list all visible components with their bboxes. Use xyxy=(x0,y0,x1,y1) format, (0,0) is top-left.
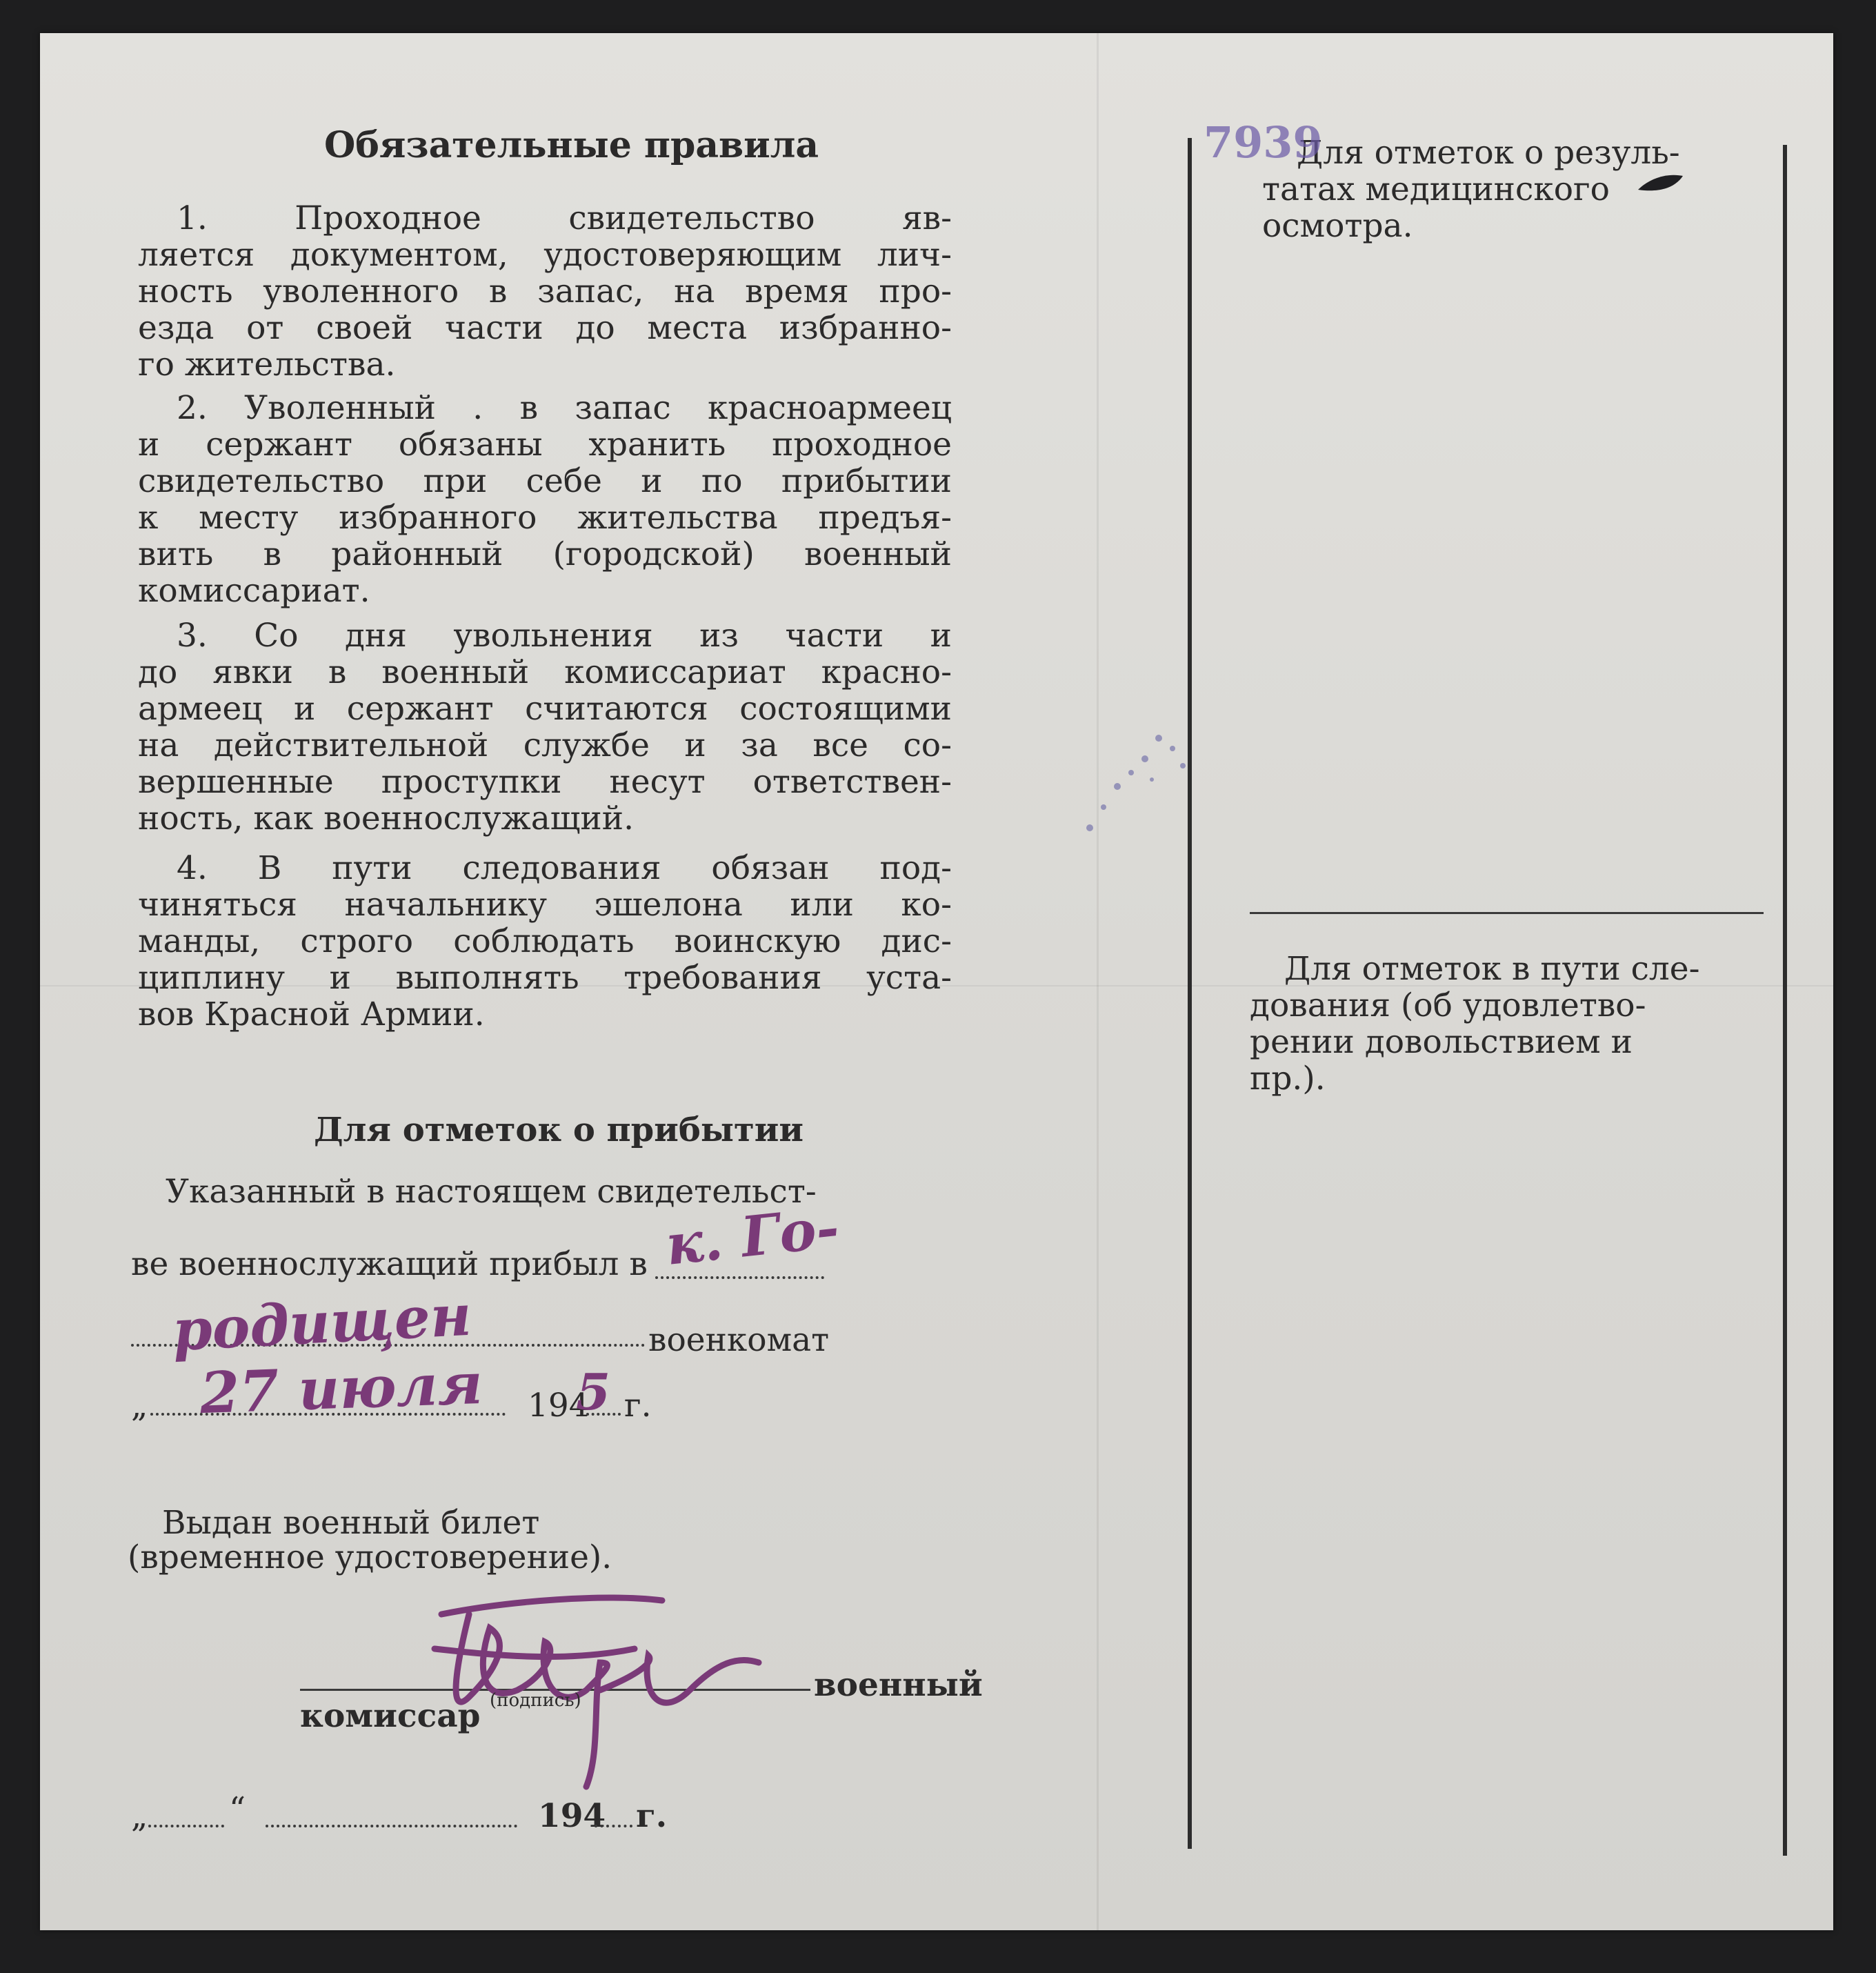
rule-4 xyxy=(138,850,952,1033)
bottom-date-quote: “ xyxy=(229,1790,246,1828)
ink-blot xyxy=(1635,166,1690,200)
rule-3-line: вершенные проступки несут ответствен- xyxy=(138,763,952,801)
rule-4-line: 4. В пути следования обязан под- xyxy=(177,849,952,887)
rule-1-line: езда от своей части до места избранно- xyxy=(138,309,952,347)
rule-3-line: на действительной службе и за все со- xyxy=(138,726,952,764)
medical-separator xyxy=(1250,912,1764,914)
rule-1-line: 1. Проходное свидетельство яв- xyxy=(177,199,952,237)
travel-note xyxy=(1250,951,1699,1097)
bottom-date-prefix: „ xyxy=(131,1797,148,1835)
issued-line-1: Выдан военный билет xyxy=(162,1504,540,1542)
rule-2-line: и сержант обязаны хранить проходное xyxy=(138,426,952,464)
year-prefix: 194 xyxy=(528,1387,590,1425)
fold-crease-vertical xyxy=(1097,33,1099,1930)
faded-stamp-number: 7939 xyxy=(1204,117,1323,168)
rule-3-line: до явки в военный комиссариат красно- xyxy=(138,653,952,691)
rule-4-line: манды, строго соблюдать воинскую дис- xyxy=(138,922,952,960)
handwritten-place-part-1: к. Го- xyxy=(662,1195,842,1278)
bottom-year-digit-field xyxy=(595,1825,632,1827)
year-suffix: г. xyxy=(624,1387,652,1425)
arrival-title: Для отметок о прибытии xyxy=(314,1111,804,1149)
rule-2-line: вить в районный (городской) военный xyxy=(138,535,952,573)
rules-title: Обязательные правила xyxy=(324,124,819,166)
commissariat-label: военкомат xyxy=(648,1321,830,1359)
bottom-month-field xyxy=(266,1825,517,1827)
rule-2-line: к месту избранного жительства предъя- xyxy=(138,499,952,537)
rule-4-line: циплину и выполнять требования уста- xyxy=(138,959,952,997)
signature-title-right: военный xyxy=(814,1666,983,1704)
rule-2 xyxy=(138,390,952,609)
signature-caption: (подпись) xyxy=(490,1690,581,1711)
handwritten-place-part-2: родищен xyxy=(170,1282,473,1365)
bottom-year-suffix: г. xyxy=(636,1797,668,1835)
handwritten-year-digit: 5 xyxy=(576,1362,611,1421)
medical-note-line: татах медицинского xyxy=(1262,170,1610,208)
arrival-place-field xyxy=(655,1276,824,1279)
issued-line-2: (временное удостоверение). xyxy=(128,1538,612,1576)
rule-3-line: армеец и сержант считаются состоящими xyxy=(138,690,952,728)
signature-scribble xyxy=(428,1587,786,1794)
travel-note-line: дования (об удовлетво- xyxy=(1250,986,1646,1024)
rule-1-line: ность уволенного в запас, на время про- xyxy=(138,272,952,310)
bottom-day-field xyxy=(148,1825,224,1827)
travel-note-line: Для отметок в пути сле- xyxy=(1284,950,1700,988)
faded-stamp-marks xyxy=(1062,717,1214,855)
handwritten-date: 27 июля xyxy=(199,1350,484,1427)
rule-3-line: 3. Со дня увольнения из части и xyxy=(177,617,952,655)
rule-4-line: чиняться начальнику эшелона или ко- xyxy=(138,886,952,924)
rule-1-line: ляется документом, удостоверяющим лич- xyxy=(138,236,952,274)
travel-note-line: рении довольствием и xyxy=(1250,1023,1633,1061)
rule-2-line: свидетельство при себе и по прибытии xyxy=(138,462,952,500)
rule-1 xyxy=(138,200,952,383)
rule-2-line: комиссариат. xyxy=(138,572,370,610)
travel-note-line: пр.). xyxy=(1250,1060,1326,1098)
arrival-line-1: Указанный в настоящем свидетельст- xyxy=(166,1173,817,1211)
bottom-year-prefix: 194 xyxy=(538,1797,606,1835)
right-column-rule-right xyxy=(1783,145,1787,1856)
rule-3-line: ность, как военнослужащий. xyxy=(138,800,635,837)
date-prefix: „ xyxy=(131,1387,148,1425)
medical-note xyxy=(1262,135,1680,244)
rule-2-line: 2. Уволенный . в запас красноармеец xyxy=(177,389,952,427)
rule-3 xyxy=(138,617,952,837)
signature-title-left: комиссар xyxy=(300,1697,481,1735)
right-column-rule-left xyxy=(1188,138,1192,1849)
rule-4-line: вов Красной Армии. xyxy=(138,995,485,1033)
rule-1-line: го жительства. xyxy=(138,346,396,384)
medical-note-line: осмотра. xyxy=(1262,207,1413,245)
arrival-line-2: ве военнослужащий прибыл в xyxy=(131,1245,648,1283)
medical-note-line: Для отметок о резуль- xyxy=(1297,134,1680,172)
